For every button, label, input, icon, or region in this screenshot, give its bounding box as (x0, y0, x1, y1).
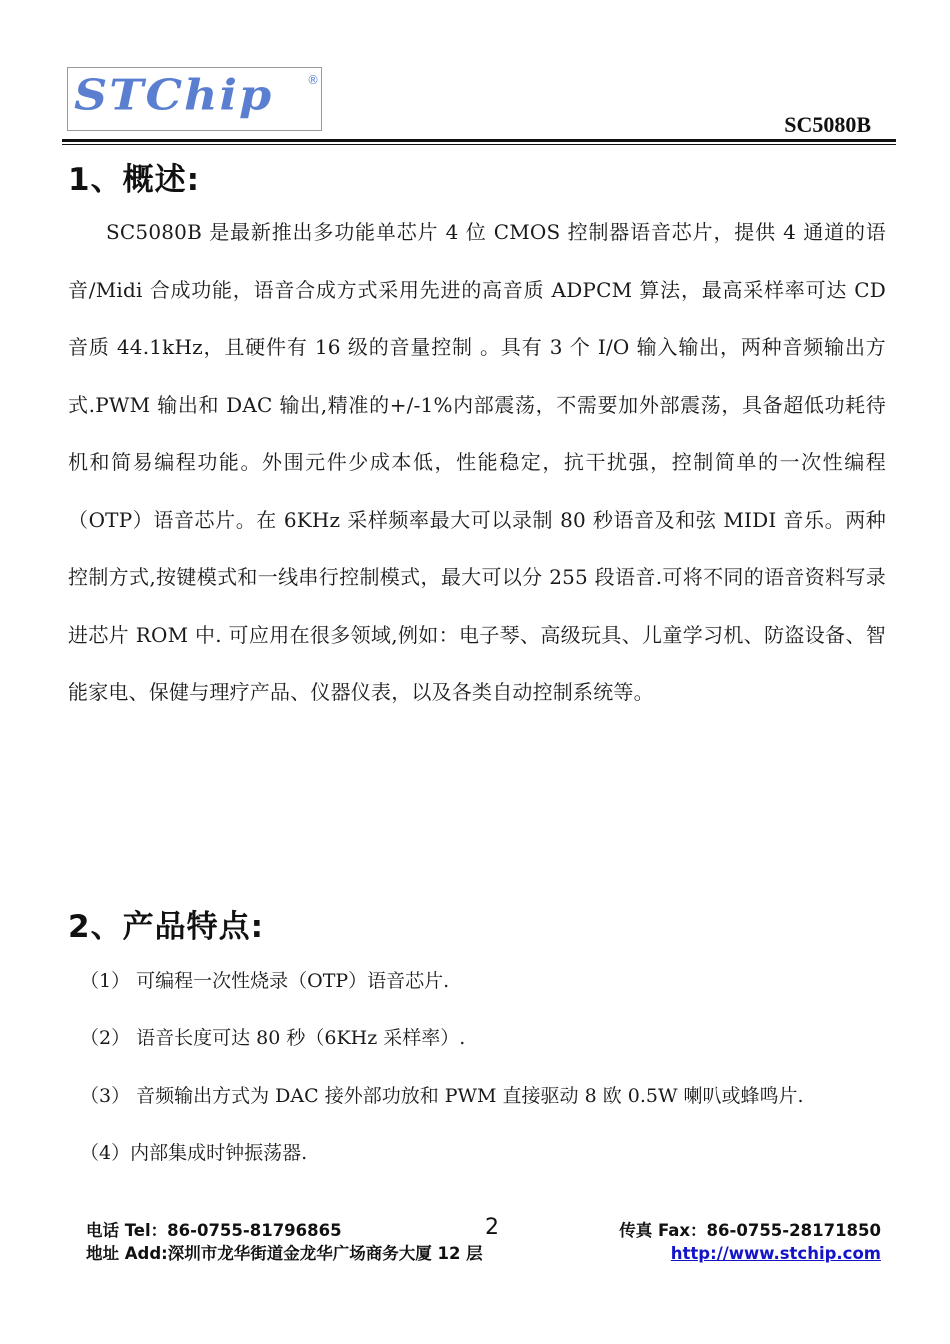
registered-mark: ® (307, 73, 319, 87)
feature-item-3: （3） 音频输出方式为 DAC 接外部功放和 PWM 直接驱动 8 欧 0.5W 喇叭或蜂鸣片. (80, 1085, 804, 1107)
logo-text: STChip (74, 70, 274, 120)
website-link[interactable]: http://www.stchip.com (670, 1244, 881, 1263)
model-number: SC5080B (784, 112, 871, 137)
overview-text: SC5080B 是最新推出多功能单芯片 4 位 CMOS 控制器语音芯片，提供 4 通道的语音/Midi 合成功能，语音合成方式采用先进的高音质 ADPCM 算法，最高采样率可达 CD 音质 44.1kHz，且硬件有 16 级的音量控制 。具有 3 个 I/O 输入输出，两种音频输出方式.PWM 输出和 DAC 输出,精准的+/-1%内部震荡，不需要加外部震荡，具备超低功耗待机和简易编程功能。外围元件少成本低，性能稳定，抗干扰强，控制简单的一次性编程（OTP）语音芯片。在 6KHz 采样频率最大可以录制 80 秒语音及和弦 MIDI 音乐。两种控制方式,按键模式和一线串行控制模式，最大可以分 255 段语音.可将不同的语音资料写录进芯片 ROM 中. 可应用在很多领域,例如：电子琴、高级玩具、儿童学习机、防盗设备、智能家电、保健与理疗产品、仪器仪表，以及各类自动控制系统等。 (68, 220, 886, 704)
footer-contact-right (619, 1219, 881, 1265)
overview-paragraph (68, 204, 886, 722)
company-logo (67, 67, 322, 131)
page-number: 2 (485, 1215, 499, 1240)
header-rule-thick (62, 139, 896, 142)
footer-address: 地址 Add:深圳市龙华街道金龙华广场商务大厦 12 层 (86, 1244, 483, 1263)
section2-heading: 2、产品特点: (68, 909, 264, 945)
footer-contact-left (86, 1219, 483, 1265)
feature-item-2: （2） 语音长度可达 80 秒（6KHz 采样率）. (80, 1027, 466, 1049)
section1-heading: 1、概述: (68, 162, 200, 198)
feature-item-4: （4）内部集成时钟振荡器. (80, 1142, 308, 1164)
header-rule-thin (62, 144, 896, 145)
footer-tel: 电话 Tel：86-0755-81796865 (86, 1221, 342, 1240)
footer-fax: 传真 Fax：86-0755-28171850 (619, 1221, 881, 1240)
feature-item-1: （1） 可编程一次性烧录（OTP）语音芯片. (80, 970, 450, 992)
